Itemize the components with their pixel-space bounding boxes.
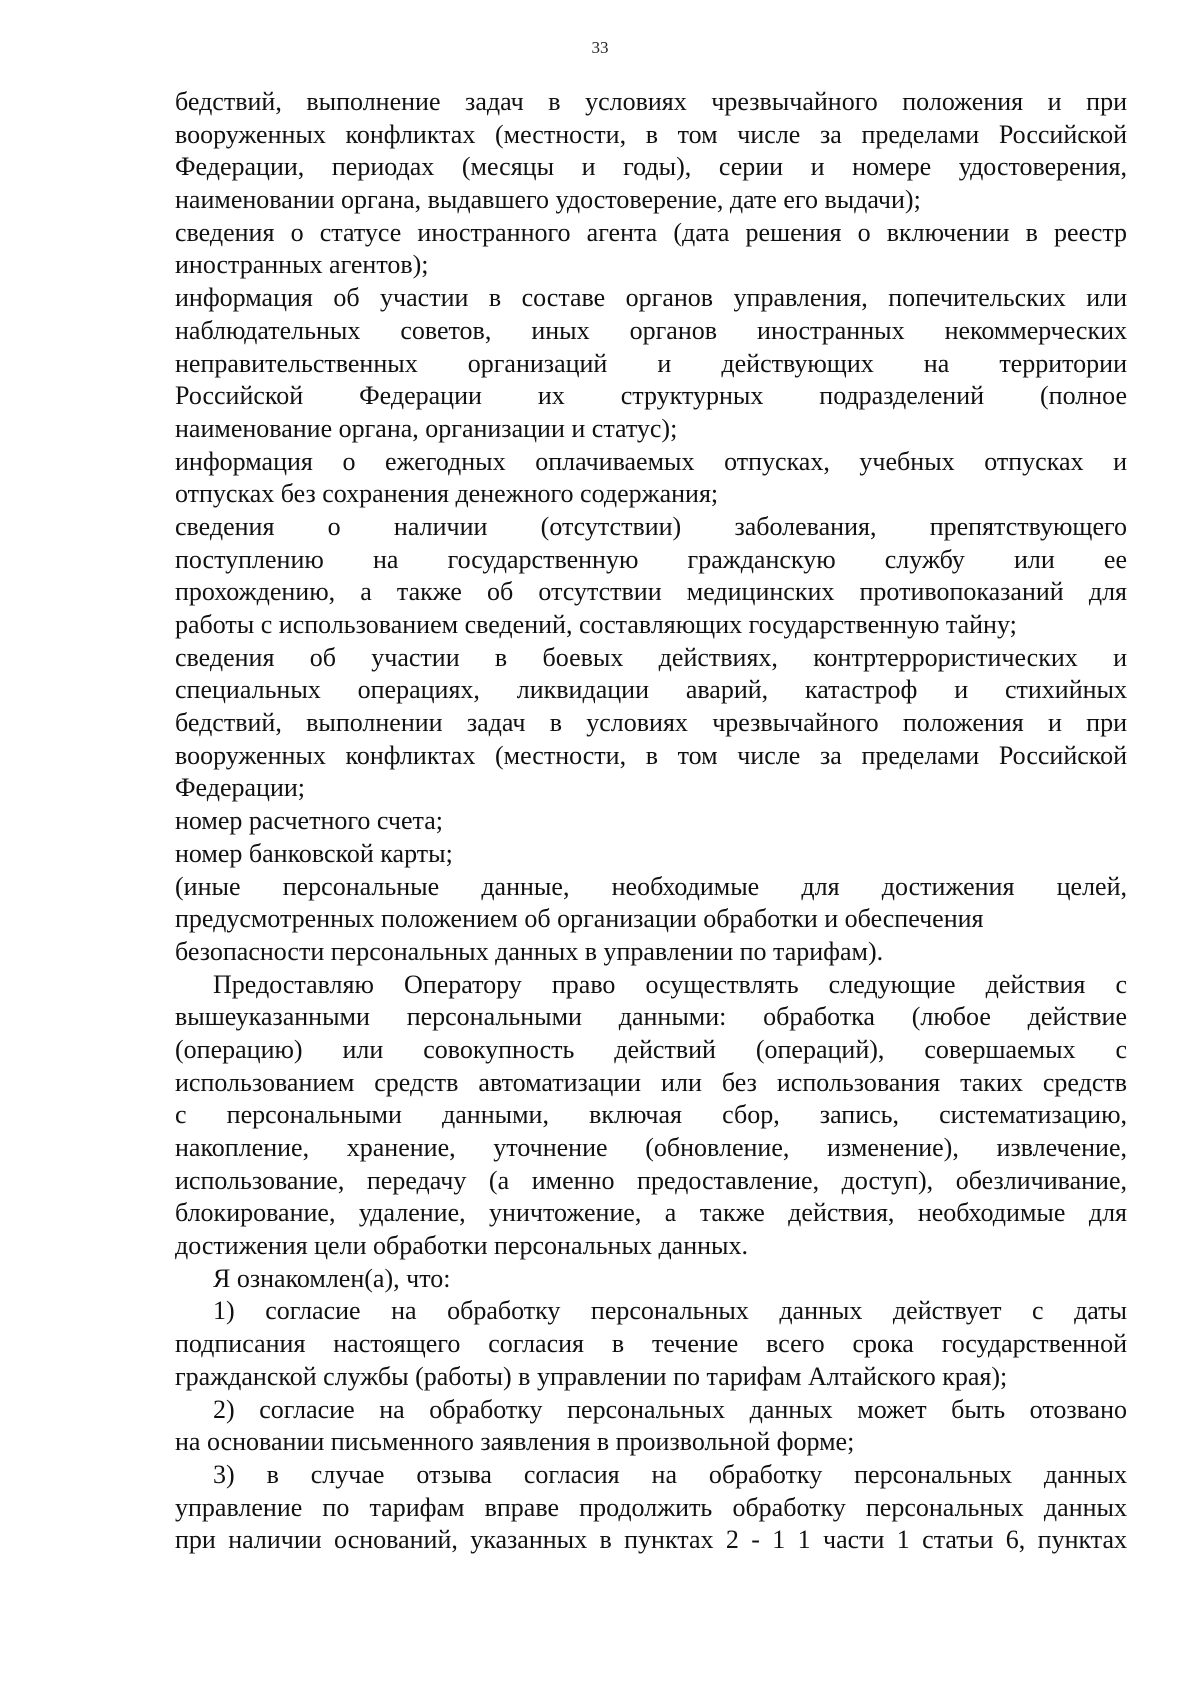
paragraph-first-line: Я ознакомлен(а), что: xyxy=(213,1263,451,1293)
text-line: номер расчетного счета; xyxy=(175,806,443,836)
text-line: бедствий, выполнении задач в условиях чрезвычайного положения и при xyxy=(175,708,1127,738)
text-line: вооруженных конфликтах (местности, в том числе за пределами Российской xyxy=(175,740,1127,770)
text-line: управление по тарифам вправе продолжить обработку персональных данных xyxy=(175,1492,1127,1522)
text-line: информация о ежегодных оплачиваемых отпусках, учебных отпусках и xyxy=(175,446,1127,476)
paragraph-first-line: Предоставляю Оператору право осуществлять следующие действия с xyxy=(213,969,1127,999)
text-line: неправительственных организаций и действующих на территории xyxy=(175,348,1127,378)
text-line: номер банковской карты; xyxy=(175,838,453,868)
text-line: на основании письменного заявления в произвольной форме; xyxy=(175,1427,855,1457)
text-line: (операцию) или совокупность действий (операций), совершаемых с xyxy=(175,1034,1127,1064)
text-line: подписания настоящего согласия в течение всего срока государственной xyxy=(175,1329,1127,1359)
text-line: безопасности персональных данных в управлении по тарифам). xyxy=(175,936,884,966)
paragraph-first-line: 2) согласие на обработку персональных данных может быть отозвано xyxy=(213,1394,1127,1424)
text-line: с персональными данными, включая сбор, запись, систематизацию, xyxy=(175,1100,1127,1130)
text-line: предусмотренных положением об организации обработки и обеспечения xyxy=(175,904,984,934)
text-line: сведения о статусе иностранного агента (дата решения о включении в реестр xyxy=(175,217,1127,247)
text-line: использованием средств автоматизации или без использования таких средств xyxy=(175,1067,1127,1097)
text-line: вооруженных конфликтах (местности, в том числе за пределами Российской xyxy=(175,119,1127,149)
text-line: иностранных агентов); xyxy=(175,250,429,280)
text-line: Федерации, периодах (месяцы и годы), серии и номере удостоверения, xyxy=(175,152,1127,182)
text-line: Российской Федерации их структурных подразделений (полное xyxy=(175,381,1127,411)
text-line: работы с использованием сведений, составляющих государственную тайну; xyxy=(175,610,1017,639)
text-line: гражданской службы (работы) в управлении по тарифам Алтайского края); xyxy=(175,1361,1008,1391)
text-line: блокирование, удаление, уничтожение, а также действия, необходимые для xyxy=(175,1198,1127,1228)
text-line: поступлению на государственную гражданскую службу или ее xyxy=(175,544,1127,574)
document-body xyxy=(175,86,1127,1557)
text-line: вышеуказанными персональными данными: обработка (любое действие xyxy=(175,1002,1127,1032)
text-line: достижения цели обработки персональных данных. xyxy=(175,1231,749,1261)
text-line: сведения о наличии (отсутствии) заболевания, препятствующего xyxy=(175,511,1127,541)
text-line: использование, передачу (а именно предоставление, доступ), обезличивание, xyxy=(175,1165,1127,1195)
text-line: бедствий, выполнение задач в условиях чрезвычайного положения и при xyxy=(175,87,1127,116)
text-line: сведения об участии в боевых действиях, контртеррористических и xyxy=(175,642,1127,672)
text-line: наблюдательных советов, иных органов иностранных некоммерческих xyxy=(175,315,1127,345)
page-number: 33 xyxy=(591,38,609,57)
text-line: информация об участии в составе органов управления, попечительских или xyxy=(175,283,1127,313)
text-line: наименование органа, организации и статус); xyxy=(175,413,678,443)
text-line: (иные персональные данные, необходимые для достижения целей, xyxy=(175,871,1127,901)
text-line: отпусках без сохранения денежного содержания; xyxy=(175,479,719,509)
text-line: наименовании органа, выдавшего удостоверение, дате его выдачи); xyxy=(175,185,921,215)
text-line: накопление, хранение, уточнение (обновление, изменение), извлечение, xyxy=(175,1133,1127,1162)
text-line: специальных операциях, ликвидации аварий, катастроф и стихийных xyxy=(175,675,1127,705)
text-line: Федерации; xyxy=(175,773,306,803)
paragraph-first-line: 3) в случае отзыва согласия на обработку персональных данных xyxy=(213,1459,1127,1489)
paragraph-first-line: 1) согласие на обработку персональных данных действует с даты xyxy=(213,1296,1127,1326)
text-line: при наличии оснований, указанных в пунктах 2 - 1 1 части 1 статьи 6, пунктах xyxy=(175,1525,1127,1555)
text-line: прохождению, а также об отсутствии медицинских противопоказаний для xyxy=(175,577,1127,607)
